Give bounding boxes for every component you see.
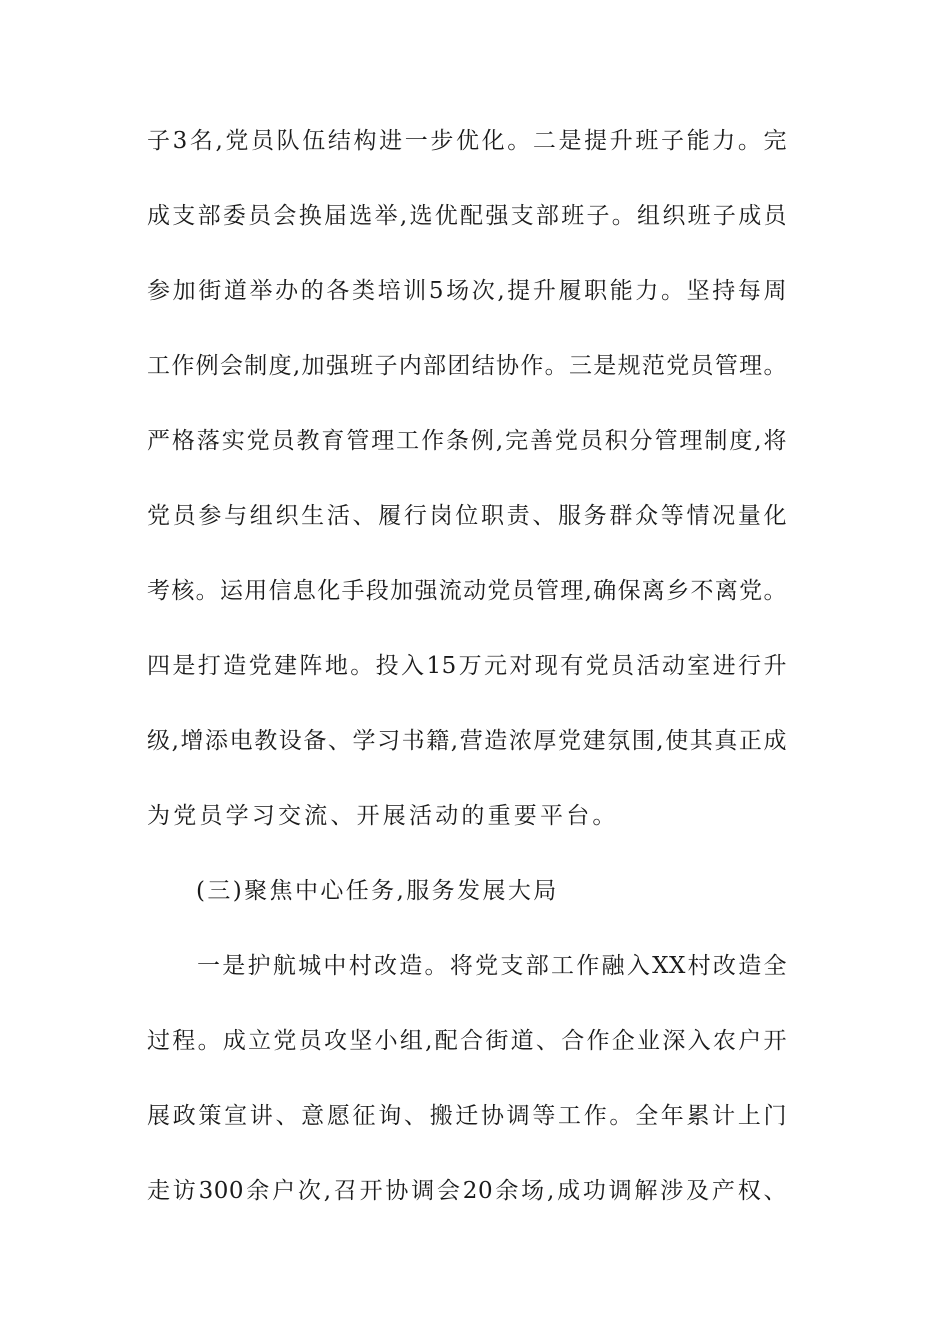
body-text-line: 子3名,党员队伍结构进一步优化。二是提升班子能力。完: [147, 128, 787, 154]
body-text-line: 工作例会制度,加强班子内部团结协作。三是规范党员管理。: [147, 353, 787, 379]
body-text-line: 严格落实党员教育管理工作条例,完善党员积分管理制度,将: [147, 428, 787, 454]
section-heading: (三)聚焦中心任务,服务发展大局: [196, 878, 559, 904]
body-text-line: 考核。运用信息化手段加强流动党员管理,确保离乡不离党。: [147, 578, 787, 604]
body-text-line: 成支部委员会换届选举,选优配强支部班子。组织班子成员: [147, 203, 787, 229]
body-text-line: 级,增添电教设备、学习书籍,营造浓厚党建氛围,使其真正成: [147, 728, 787, 754]
body-text-line: 走访300余户次,召开协调会20余场,成功调解涉及产权、: [147, 1178, 787, 1204]
body-text-line: 党员参与组织生活、履行岗位职责、服务群众等情况量化: [147, 503, 787, 529]
body-text-line: 展政策宣讲、意愿征询、搬迁协调等工作。全年累计上门: [147, 1103, 787, 1129]
body-text-line: 过程。成立党员攻坚小组,配合街道、合作企业深入农户开: [147, 1028, 787, 1054]
body-text-line-paragraph-end: 为党员学习交流、开展活动的重要平台。: [147, 803, 619, 829]
body-text-line: 四是打造党建阵地。投入15万元对现有党员活动室进行升: [147, 653, 787, 679]
section-paragraph-first-line: 一是护航城中村改造。将党支部工作融入XX村改造全: [197, 953, 787, 979]
body-text-line: 参加街道举办的各类培训5场次,提升履职能力。坚持每周: [147, 278, 787, 304]
